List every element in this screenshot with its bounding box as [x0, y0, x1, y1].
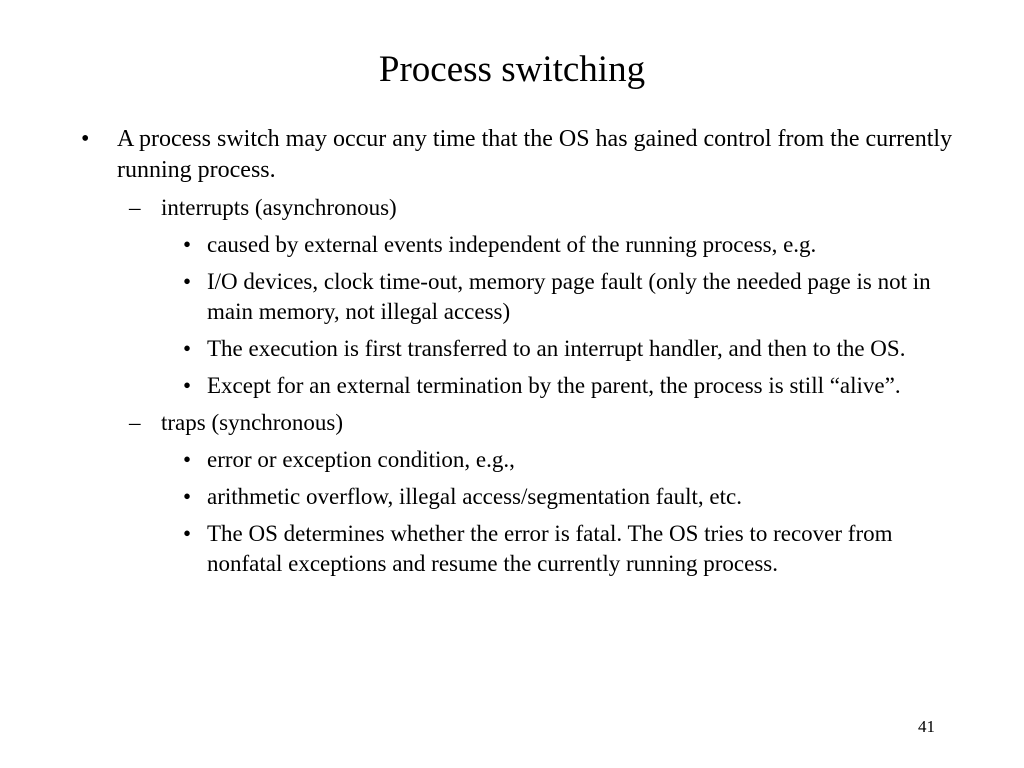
bullet-icon: •	[183, 521, 192, 546]
bullet-icon: •	[183, 447, 192, 472]
slide-title: Process switching	[378, 49, 646, 90]
list-item-level-3	[0, 482, 1024, 512]
list-item-level-3	[0, 334, 1024, 364]
list-item-text: Except for an external termination by the parent, the process is still “alive”.	[207, 373, 901, 398]
list-item-text: error or exception condition, e.g.,	[207, 447, 515, 472]
list-item-level-3	[0, 267, 1024, 327]
bullet-icon: •	[81, 126, 90, 152]
list-item-level-3	[0, 445, 1024, 475]
bullet-icon: •	[183, 336, 192, 361]
bullet-icon: •	[183, 269, 192, 294]
list-item-level-2	[0, 193, 1024, 223]
list-item-level-3	[0, 371, 1024, 401]
list-item-text: The OS determines whether the error is fatal. The OS tries to recover from nonfatal exceptions and resume the currently running process.	[207, 521, 893, 576]
list-item-level-1	[0, 124, 1024, 186]
bullet-icon: •	[183, 232, 192, 257]
bullet-icon: •	[183, 484, 192, 509]
bullet-icon: •	[183, 373, 192, 398]
dash-bullet-icon: –	[129, 410, 141, 435]
list-item-text: The execution is first transferred to an interrupt handler, and then to the OS.	[207, 336, 906, 361]
dash-bullet-icon: –	[129, 195, 141, 220]
list-item-text: A process switch may occur any time that the OS has gained control from the currently running process.	[117, 126, 953, 183]
list-item-text: interrupts (asynchronous)	[161, 195, 397, 220]
list-item-level-3	[0, 519, 1024, 579]
list-item-text: caused by external events independent of the running process, e.g.	[207, 232, 817, 257]
list-item-text: arithmetic overflow, illegal access/segmentation fault, etc.	[207, 484, 742, 509]
page-number: 41	[918, 717, 935, 736]
list-item-level-3	[0, 230, 1024, 260]
list-item-text: I/O devices, clock time-out, memory page fault (only the needed page is not in main memory, not illegal access)	[207, 269, 931, 324]
list-item-text: traps (synchronous)	[161, 410, 344, 435]
bullet-list	[0, 124, 1024, 579]
list-item-level-2	[0, 408, 1024, 438]
